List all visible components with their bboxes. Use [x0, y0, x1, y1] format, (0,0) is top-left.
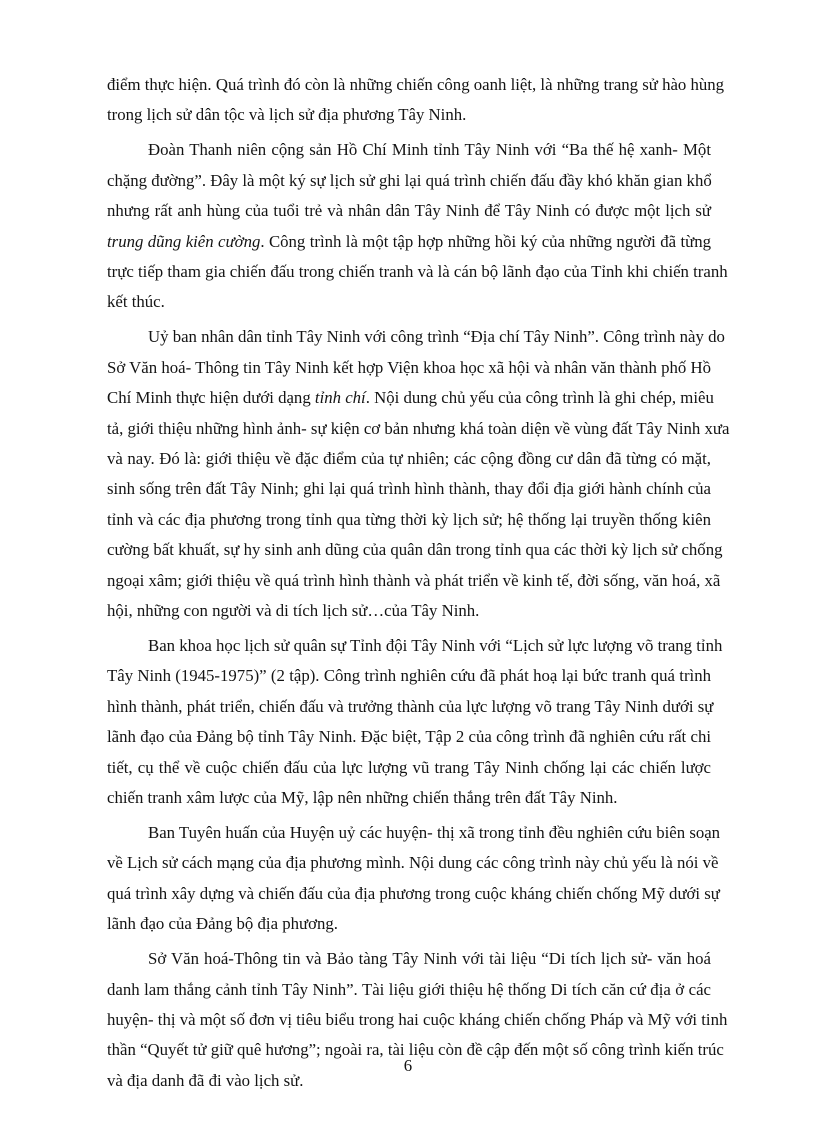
paragraph-2-line-5: trực tiếp tham gia chiến đấu trong chiến tranh và là cán bộ lãnh đạo của Tỉnh khi chiến tranh: [107, 262, 728, 281]
paragraph-3-line-10: hội, những con người và di tích lịch sử…của Tây Ninh.: [107, 601, 480, 620]
paragraph-1-line-1: điểm thực hiện. Quá trình đó còn là những chiến công oanh liệt, là những trang sử hào hùng: [107, 75, 725, 94]
paragraph-3-line-1: Uỷ ban nhân dân tỉnh Tây Ninh với công trình “Địa chí Tây Ninh”. Công trình này do: [148, 327, 725, 346]
paragraph-3-line-4: tả, giới thiệu những hình ảnh- sự kiện cơ bản nhưng khá toàn diện về vùng đất Tây Ninh xưa: [107, 419, 730, 438]
paragraph-3-line-8: cường bất khuất, sự hy sinh anh dũng của quân dân trong tỉnh qua các thời kỳ lịch sử chống: [107, 540, 723, 559]
paragraph-5-line-2: về Lịch sử cách mạng của địa phương mình. Nội dung các công trình này chủ yếu là nói về: [107, 853, 719, 872]
line-text: Chí Minh thực hiện dưới dạng: [107, 388, 315, 407]
paragraph-6-line-2: danh lam thắng cảnh tỉnh Tây Ninh”. Tài liệu giới thiệu hệ thống Di tích căn cứ địa ở các: [107, 980, 711, 999]
paragraph-3-line-9: ngoại xâm; giới thiệu về quá trình hình thành và phát triển về kinh tế, đời sống, văn hoá, xã: [107, 571, 721, 590]
paragraph-4-line-1: Ban khoa học lịch sử quân sự Tỉnh đội Tây Ninh với “Lịch sử lực lượng võ trang tỉnh: [148, 636, 723, 655]
paragraph-6-line-1: Sở Văn hoá-Thông tin và Bảo tàng Tây Ninh với tài liệu “Di tích lịch sử- văn hoá: [148, 949, 711, 968]
paragraph-3-line-7: tỉnh và các địa phương trong tỉnh qua từng thời kỳ lịch sử; hệ thống lại truyền thống kiên: [107, 510, 711, 529]
paragraph-3-line-6: sinh sống trên đất Tây Ninh; ghi lại quá trình hình thành, thay đổi địa giới hành chính của: [107, 479, 711, 498]
paragraph-5-line-4: lãnh đạo của Đảng bộ địa phương.: [107, 914, 338, 933]
paragraph-4-line-4: lãnh đạo của Đảng bộ tỉnh Tây Ninh. Đặc biệt, Tập 2 của công trình đã nghiên cứu rất chi: [107, 727, 711, 746]
paragraph-5-line-1: Ban Tuyên huấn của Huyện uỷ các huyện- thị xã trong tỉnh đều nghiên cứu biên soạn: [148, 823, 721, 842]
line-text: . Công trình là một tập hợp những hồi ký của những người đã từng: [260, 232, 711, 251]
paragraph-2-line-6: kết thúc.: [107, 292, 165, 311]
paragraph-4-line-2: Tây Ninh (1945-1975)” (2 tập). Công trình nghiên cứu đã phát hoạ lại bức tranh quá trình: [107, 666, 711, 685]
paragraph-2-line-2: chặng đường”. Đây là một ký sự lịch sử ghi lại quá trình chiến đấu đầy khó khăn gian khổ: [107, 171, 712, 190]
paragraph-2-line-4: [107, 232, 711, 252]
paragraph-2-line-1: Đoàn Thanh niên cộng sản Hồ Chí Minh tỉnh Tây Ninh với “Ba thế hệ xanh- Một: [148, 140, 711, 159]
paragraph-6-line-3: huyện- thị và một số đơn vị tiêu biểu trong hai cuộc kháng chiến chống Pháp và Mỹ với tinh: [107, 1010, 728, 1029]
italic-phrase: trung dũng kiên cường: [107, 232, 261, 251]
paragraph-3-line-3: [107, 388, 714, 408]
paragraph-1-line-2: trong lịch sử dân tộc và lịch sử địa phương Tây Ninh.: [107, 105, 467, 124]
paragraph-4-line-5: tiết, cụ thể về cuộc chiến đấu của lực lượng vũ trang Tây Ninh chống lại các chiến lược: [107, 758, 711, 777]
paragraph-3-line-2: Sở Văn hoá- Thông tin Tây Ninh kết hợp Viện khoa học xã hội và nhân văn thành phố Hồ: [107, 358, 711, 377]
paragraph-6-line-5: và địa danh đã đi vào lịch sử.: [107, 1071, 304, 1090]
page-number: 6: [403, 1056, 413, 1075]
italic-phrase: tỉnh chí: [314, 388, 366, 407]
paragraph-4-line-6: chiến tranh xâm lược của Mỹ, lập nên những chiến thắng trên đất Tây Ninh.: [107, 788, 618, 807]
paragraph-3-line-5: và nay. Đó là: giới thiệu về đặc điểm của tự nhiên; các cộng đồng cư dân đã từng có mặt,: [107, 449, 711, 468]
paragraph-2-line-3: nhưng rất anh hùng của tuổi trẻ và nhân dân Tây Ninh để Tây Ninh có được một lịch sử: [107, 201, 711, 220]
line-text: . Nội dung chủ yếu của công trình là ghi chép, miêu: [365, 388, 714, 407]
paragraph-6-line-4: thần “Quyết tử giữ quê hương”; ngoài ra, tài liệu còn đề cập đến một số công trình kiến trúc: [107, 1040, 724, 1059]
paragraph-4-line-3: hình thành, phát triển, chiến đấu và trưởng thành của lực lượng võ trang Tây Ninh dưới sự: [107, 697, 714, 716]
paragraph-5-line-3: quá trình xây dựng và chiến đấu của địa phương trong cuộc kháng chiến chống Mỹ dưới sự: [107, 884, 720, 903]
